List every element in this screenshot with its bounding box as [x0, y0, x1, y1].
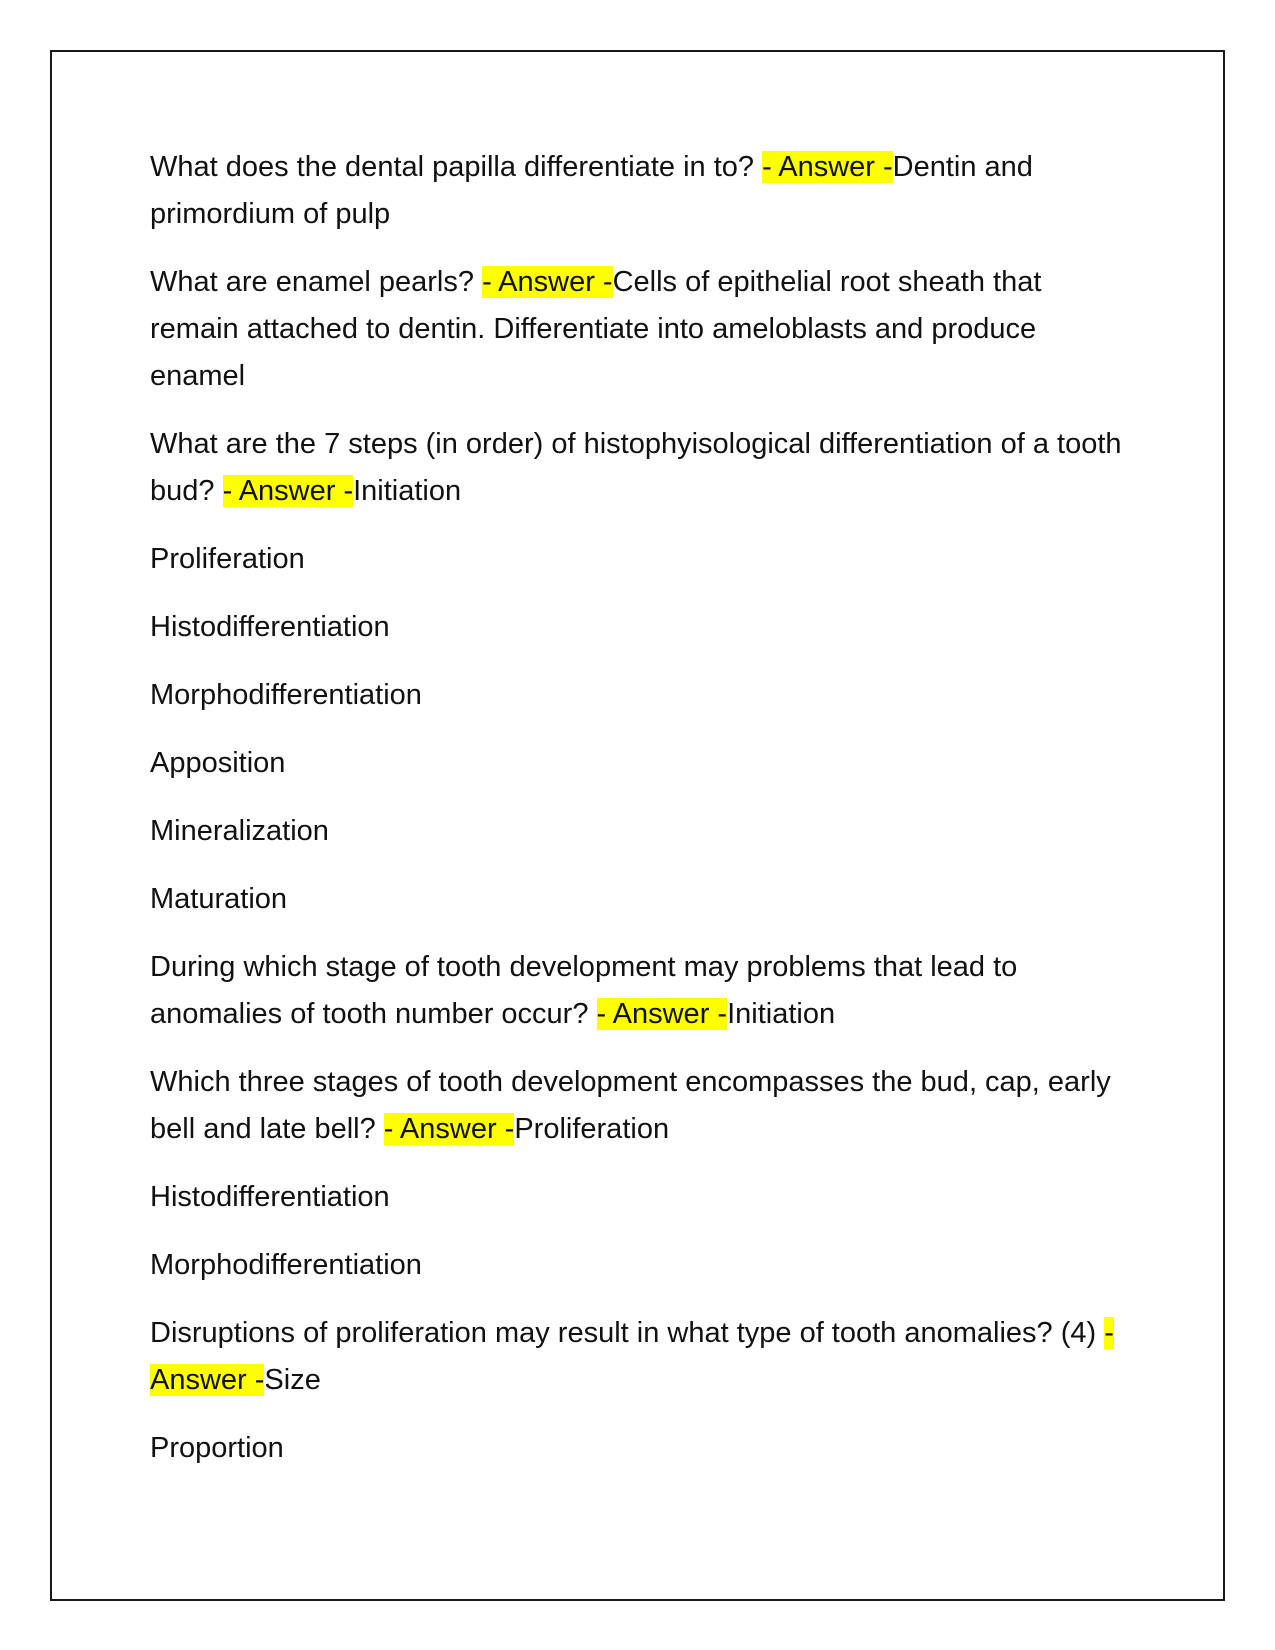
- answer-line: Maturation: [150, 883, 288, 915]
- answer-marker: - Answer -: [150, 1317, 1114, 1396]
- qa-item-enamel-pearls: [150, 259, 1130, 400]
- answer-marker: - Answer -: [222, 475, 354, 507]
- qa-item-seven-steps: [150, 421, 1130, 515]
- answer-text: Cells of epithelial root sheath that remain attached to dentin. Differentiate into ameloblasts and produce enamel: [150, 266, 1042, 392]
- question-text: Which three stages of tooth development encompasses the bud, cap, early bell and late bell?: [150, 1066, 1111, 1145]
- answer-text: Dentin and primordium of pulp: [150, 151, 1033, 230]
- question-text: What are the 7 steps (in order) of histophyisological differentiation of a tooth bud?: [150, 428, 1122, 507]
- answer-marker: - Answer -: [762, 151, 893, 183]
- answer-marker: - Answer -: [482, 266, 613, 298]
- qa-item-tooth-number: [150, 944, 1130, 1038]
- answer-line: Histodifferentiation: [150, 1181, 390, 1213]
- answer-line: Morphodifferentiation: [150, 679, 422, 711]
- answer-text: Initiation: [353, 475, 462, 507]
- answer-line: Apposition: [150, 747, 286, 779]
- answer-text: Size: [264, 1364, 321, 1396]
- qa-item-dental-papilla: [150, 144, 1130, 238]
- question-text: What does the dental papilla differentiate in to?: [150, 151, 763, 183]
- answer-marker: - Answer -: [596, 998, 728, 1030]
- document-body: [150, 144, 1130, 1493]
- answer-marker: - Answer -: [383, 1113, 515, 1145]
- answer-line: Mineralization: [150, 815, 329, 847]
- answer-line: Morphodifferentiation: [150, 1249, 422, 1281]
- question-text: During which stage of tooth development may problems that lead to anomalies of tooth number occur?: [150, 951, 1018, 1030]
- answer-text: Initiation: [727, 998, 836, 1030]
- answer-line: Proportion: [150, 1432, 284, 1464]
- answer-line: Histodifferentiation: [150, 611, 390, 643]
- answer-text: Proliferation: [514, 1113, 670, 1145]
- qa-item-proliferation-anomalies: [150, 1310, 1130, 1404]
- question-text: What are enamel pearls?: [150, 266, 483, 298]
- question-text: Disruptions of proliferation may result in what type of tooth anomalies? (4): [150, 1317, 1105, 1349]
- qa-item-three-stages: [150, 1059, 1130, 1153]
- answer-line: Proliferation: [150, 543, 305, 575]
